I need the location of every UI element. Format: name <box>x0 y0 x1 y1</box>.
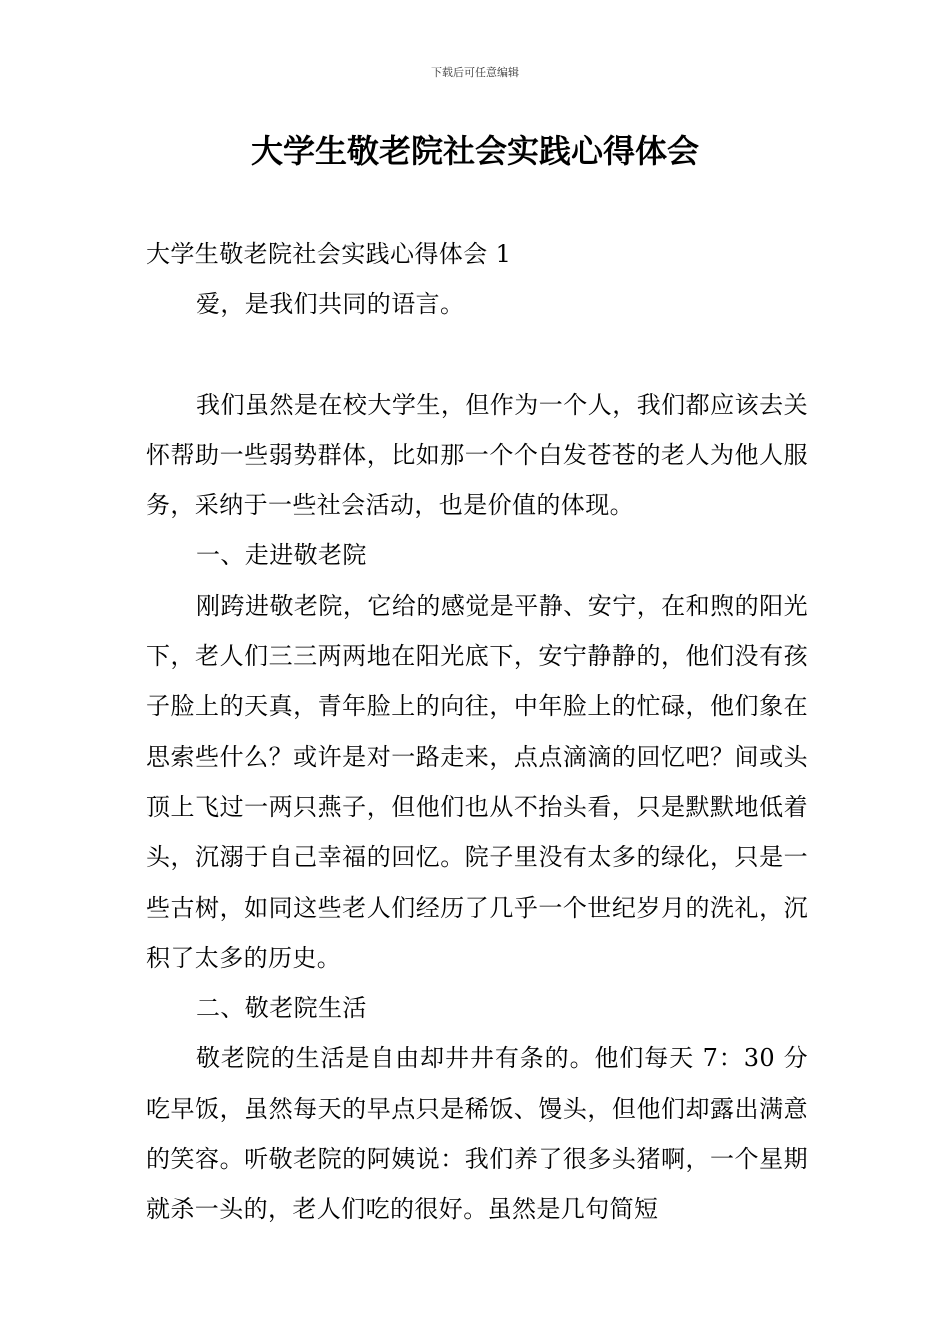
section-subtitle: 大学生敬老院社会实践心得体会 1 <box>146 240 512 268</box>
header-note: 下载后可任意编辑 <box>431 66 519 79</box>
blank-line <box>146 330 808 380</box>
section-heading-1: 一、走进敬老院 <box>196 541 367 570</box>
paragraph-first-impression: 刚跨进敬老院，它给的感觉是平静、安宁，在和煦的阳光下，老人们三三两两地在阳光底下，安宁静静的，他们没有孩子脸上的天真，青年脸上的向往，中年脸上的忙碌，他们象在思索些什么？或许是对一路走来，点点滴滴的回忆吧？间或头顶上飞过一两只燕子，但他们也从不抬头看，只是默默地低着头，沉溺于自己幸福的回忆。院子里没有太多的绿化，只是一些古树，如同这些老人们经历了几乎一个世纪岁月的洗礼，沉积了太多的历史。 <box>146 591 808 972</box>
section-heading-2: 二、敬老院生活 <box>196 994 367 1023</box>
document-title: 大学生敬老院社会实践心得体会 <box>250 132 699 170</box>
document-body <box>146 229 808 1235</box>
paragraph-intro: 爱，是我们共同的语言。 <box>196 290 465 319</box>
paragraph-daily-life: 敬老院的生活是自由却井井有条的。他们每天 7：30 分吃早饭，虽然每天的早点只是稀饭、馒头，但他们却露出满意的笑容。听敬老院的阿姨说：我们养了很多头猪啊，一个星期就杀一头的，老人们吃的很好。虽然是几句简短 <box>146 1044 808 1224</box>
paragraph-purpose: 我们虽然是在校大学生，但作为一个人，我们都应该去关怀帮助一些弱势群体，比如那一个个白发苍苍的老人为他人服务，采纳于一些社会活动，也是价值的体现。 <box>146 390 808 520</box>
